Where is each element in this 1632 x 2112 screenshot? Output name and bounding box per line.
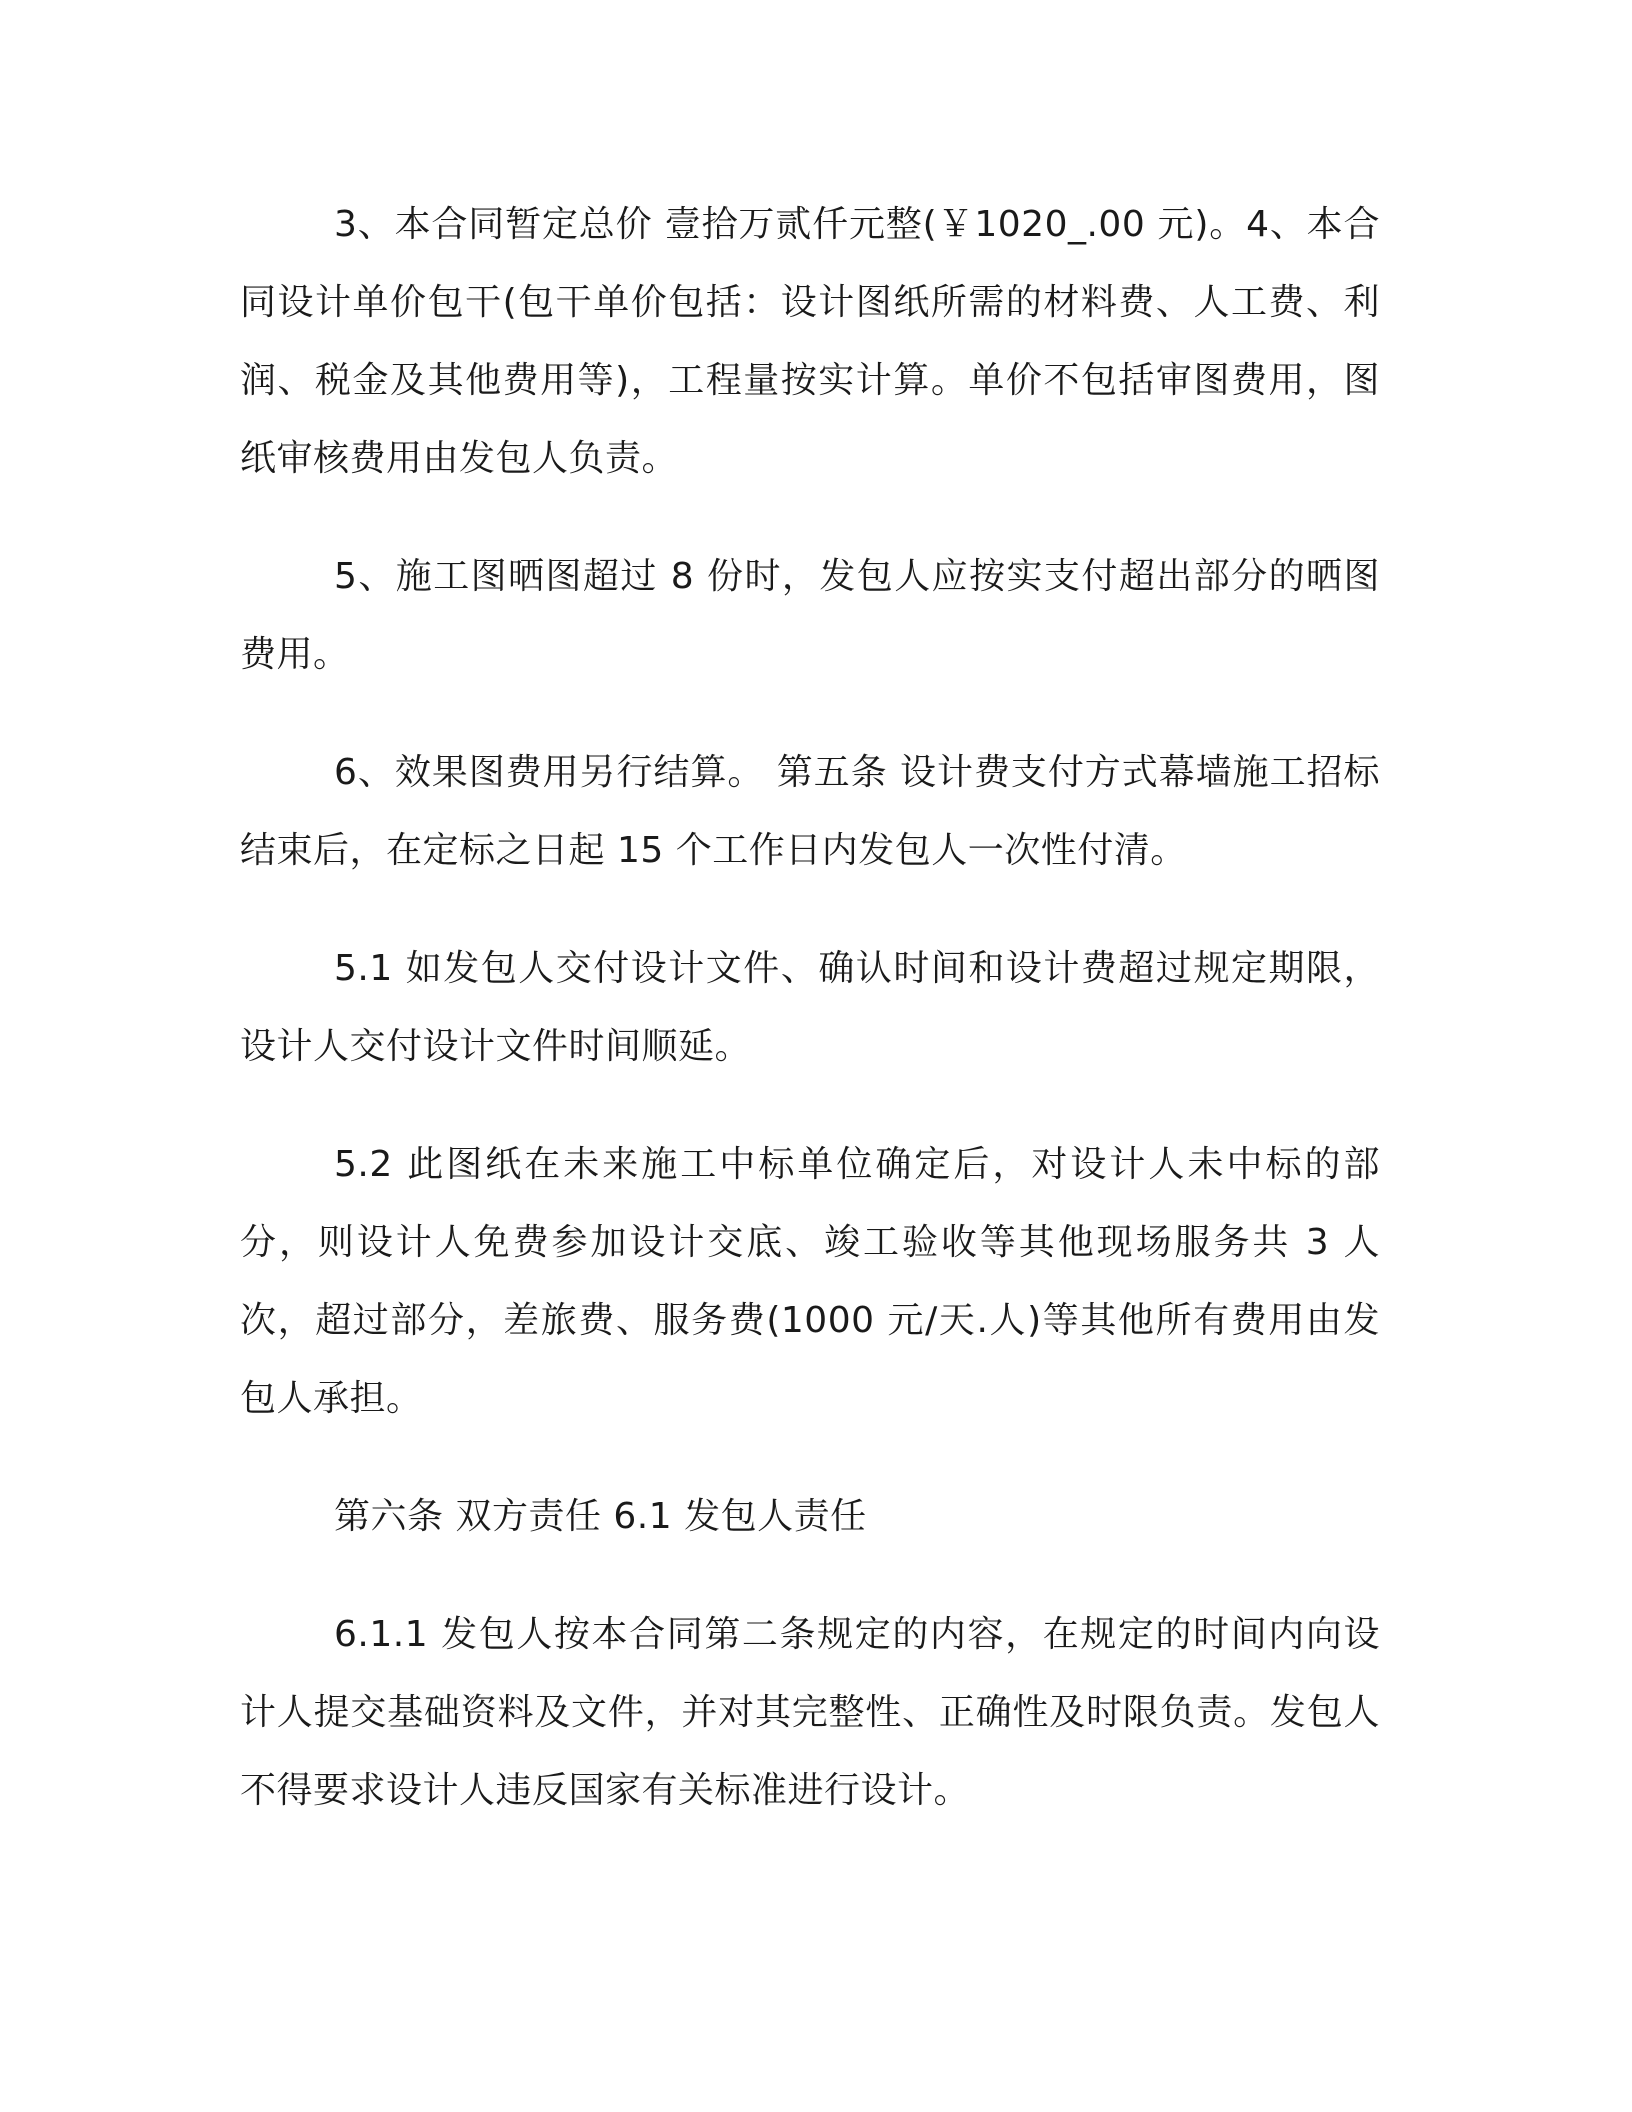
section-heading-article-6: 第六条 双方责任 6.1 发包人责任 bbox=[334, 1496, 867, 1537]
paragraph-payment-method: 6、效果图费用另行结算。 第五条 设计费支付方式幕墙施工招标结束后，在定标之日起 15 个工作日内发包人一次性付清。 bbox=[240, 752, 1380, 871]
paragraph-clause-5-2: 5.2 此图纸在未来施工中标单位确定后，对设计人未中标的部分，则设计人免费参加设计交底、竣工验收等其他现场服务共 3 人次，超过部分，差旅费、服务费(1000 元/天.人)等其他所有费用由发包人承担。 bbox=[240, 1144, 1380, 1419]
document-body bbox=[240, 186, 1380, 1870]
paragraph-clause-6-1-1: 6.1.1 发包人按本合同第二条规定的内容，在规定的时间内向设计人提交基础资料及文件，并对其完整性、正确性及时限负责。发包人不得要求设计人违反国家有关标准进行设计。 bbox=[240, 1614, 1380, 1811]
paragraph-clause-5-1: 5.1 如发包人交付设计文件、确认时间和设计费超过规定期限，设计人交付设计文件时间顺延。 bbox=[240, 948, 1380, 1067]
paragraph-blueprint-printing: 5、施工图晒图超过 8 份时，发包人应按实支付超出部分的晒图费用。 bbox=[240, 556, 1380, 675]
paragraph-contract-price: 3、本合同暂定总价 壹拾万贰仟元整(￥1020_.00 元)。4、本合同设计单价包干(包干单价包括：设计图纸所需的材料费、人工费、利润、税金及其他费用等)，工程量按实计算。单价不包括审图费用，图纸审核费用由发包人负责。 bbox=[240, 204, 1380, 479]
